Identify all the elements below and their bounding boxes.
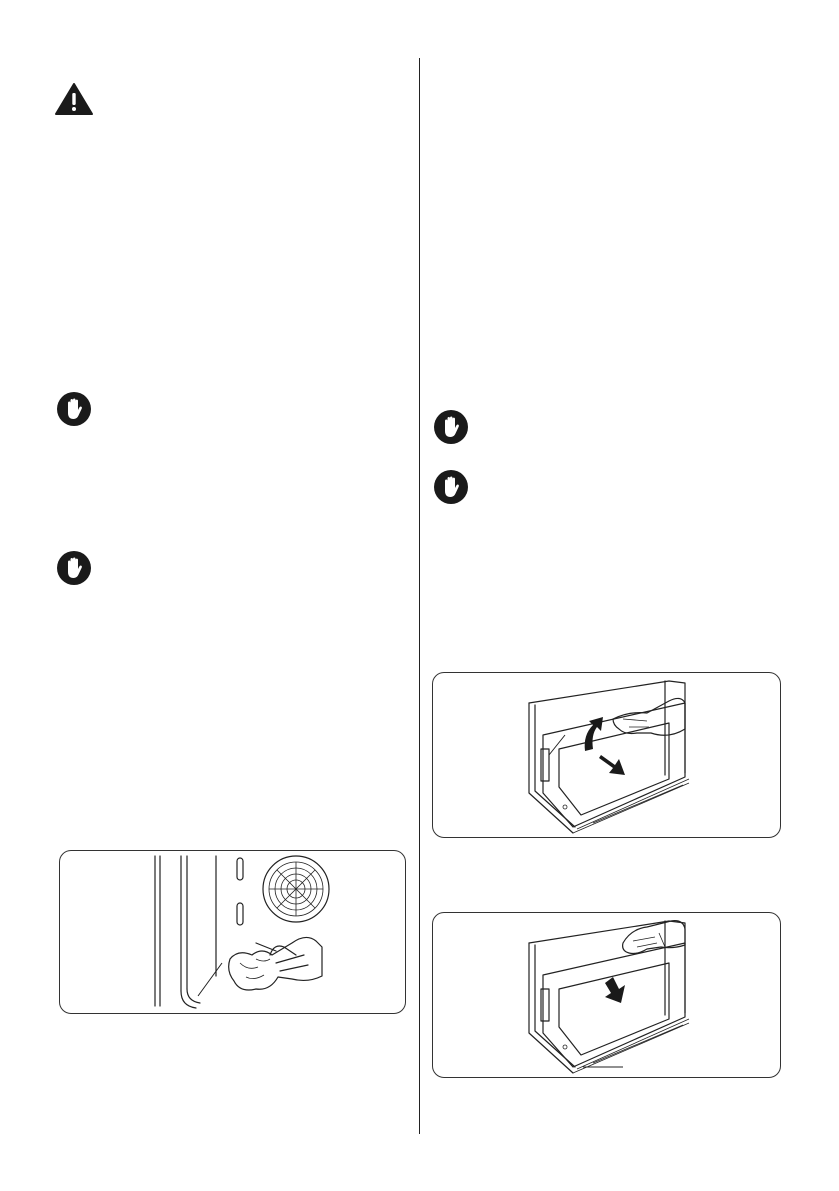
figure-wipe-oven-interior xyxy=(59,850,406,1014)
stop-hand-icon xyxy=(433,469,469,505)
stop-hand-icon xyxy=(56,391,92,427)
warning-triangle-icon xyxy=(54,82,94,116)
stop-hand-icon xyxy=(56,550,92,586)
stop-hand-icon xyxy=(433,409,469,445)
figure-remove-inner-glass xyxy=(432,672,781,838)
figure-refit-inner-glass xyxy=(432,912,781,1078)
column-divider xyxy=(419,58,420,1134)
